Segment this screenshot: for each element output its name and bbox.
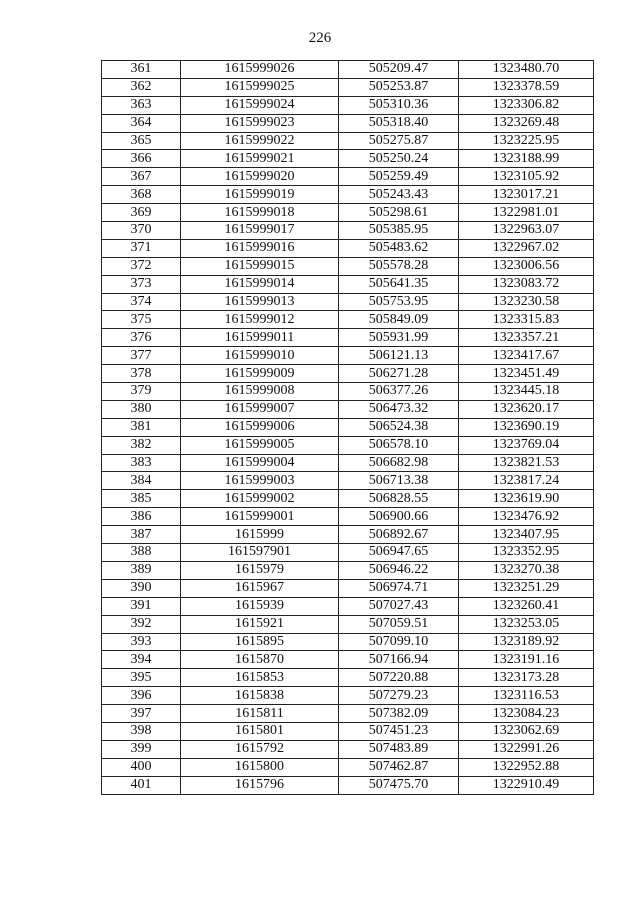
row-number-cell: 365 <box>102 132 181 150</box>
table-row <box>102 365 594 383</box>
table-row <box>102 293 594 311</box>
row-number-cell: 363 <box>102 96 181 114</box>
point-id-cell: 1615921 <box>181 615 339 633</box>
point-id-cell: 1615999026 <box>181 61 339 79</box>
row-number-cell: 382 <box>102 436 181 454</box>
row-number-cell: 375 <box>102 311 181 329</box>
table-row <box>102 669 594 687</box>
table-row <box>102 651 594 669</box>
point-id-cell: 1615999007 <box>181 400 339 418</box>
y-coordinate-cell: 1323189.92 <box>459 633 594 651</box>
y-coordinate-cell: 1323476.92 <box>459 508 594 526</box>
table-row <box>102 78 594 96</box>
table-row <box>102 579 594 597</box>
x-coordinate-cell: 507483.89 <box>339 740 459 758</box>
row-number-cell: 371 <box>102 239 181 257</box>
point-id-cell: 1615999024 <box>181 96 339 114</box>
y-coordinate-cell: 1323690.19 <box>459 418 594 436</box>
row-number-cell: 398 <box>102 722 181 740</box>
y-coordinate-cell: 1322967.02 <box>459 239 594 257</box>
x-coordinate-cell: 505931.99 <box>339 329 459 347</box>
row-number-cell: 394 <box>102 651 181 669</box>
point-id-cell: 1615999017 <box>181 222 339 240</box>
row-number-cell: 362 <box>102 78 181 96</box>
y-coordinate-cell: 1323357.21 <box>459 329 594 347</box>
row-number-cell: 401 <box>102 776 181 794</box>
point-id-cell: 1615979 <box>181 561 339 579</box>
table-row <box>102 61 594 79</box>
table-row <box>102 186 594 204</box>
y-coordinate-cell: 1323251.29 <box>459 579 594 597</box>
table-row <box>102 275 594 293</box>
y-coordinate-cell: 1323225.95 <box>459 132 594 150</box>
x-coordinate-cell: 507279.23 <box>339 687 459 705</box>
y-coordinate-cell: 1322963.07 <box>459 222 594 240</box>
table-row <box>102 508 594 526</box>
x-coordinate-cell: 505253.87 <box>339 78 459 96</box>
row-number-cell: 380 <box>102 400 181 418</box>
y-coordinate-cell: 1323619.90 <box>459 490 594 508</box>
row-number-cell: 388 <box>102 544 181 562</box>
row-number-cell: 373 <box>102 275 181 293</box>
table-row <box>102 311 594 329</box>
page-number: 226 <box>308 30 332 46</box>
table-row <box>102 758 594 776</box>
x-coordinate-cell: 506682.98 <box>339 454 459 472</box>
row-number-cell: 386 <box>102 508 181 526</box>
table-row <box>102 204 594 222</box>
point-id-cell: 161597901 <box>181 544 339 562</box>
x-coordinate-cell: 505385.95 <box>339 222 459 240</box>
point-id-cell: 1615999025 <box>181 78 339 96</box>
y-coordinate-cell: 1323445.18 <box>459 383 594 401</box>
x-coordinate-cell: 506473.32 <box>339 400 459 418</box>
x-coordinate-cell: 506947.65 <box>339 544 459 562</box>
y-coordinate-cell: 1322981.01 <box>459 204 594 222</box>
y-coordinate-cell: 1323188.99 <box>459 150 594 168</box>
y-coordinate-cell: 1323480.70 <box>459 61 594 79</box>
x-coordinate-cell: 505275.87 <box>339 132 459 150</box>
table-row <box>102 615 594 633</box>
table-row <box>102 722 594 740</box>
y-coordinate-cell: 1322991.26 <box>459 740 594 758</box>
row-number-cell: 396 <box>102 687 181 705</box>
point-id-cell: 1615999004 <box>181 454 339 472</box>
y-coordinate-cell: 1323817.24 <box>459 472 594 490</box>
row-number-cell: 364 <box>102 114 181 132</box>
y-coordinate-cell: 1323191.16 <box>459 651 594 669</box>
row-number-cell: 387 <box>102 526 181 544</box>
row-number-cell: 369 <box>102 204 181 222</box>
y-coordinate-cell: 1323306.82 <box>459 96 594 114</box>
point-id-cell: 1615999018 <box>181 204 339 222</box>
x-coordinate-cell: 505578.28 <box>339 257 459 275</box>
point-id-cell: 1615999008 <box>181 383 339 401</box>
row-number-cell: 385 <box>102 490 181 508</box>
x-coordinate-cell: 505641.35 <box>339 275 459 293</box>
x-coordinate-cell: 507166.94 <box>339 651 459 669</box>
row-number-cell: 395 <box>102 669 181 687</box>
table-row <box>102 597 594 615</box>
point-id-cell: 1615999005 <box>181 436 339 454</box>
table-row <box>102 776 594 794</box>
x-coordinate-cell: 505753.95 <box>339 293 459 311</box>
x-coordinate-cell: 506578.10 <box>339 436 459 454</box>
row-number-cell: 366 <box>102 150 181 168</box>
table-row <box>102 418 594 436</box>
x-coordinate-cell: 507059.51 <box>339 615 459 633</box>
table-row <box>102 168 594 186</box>
row-number-cell: 374 <box>102 293 181 311</box>
y-coordinate-cell: 1323006.56 <box>459 257 594 275</box>
table-row <box>102 150 594 168</box>
table-row <box>102 472 594 490</box>
y-coordinate-cell: 1323017.21 <box>459 186 594 204</box>
table-row <box>102 436 594 454</box>
x-coordinate-cell: 506946.22 <box>339 561 459 579</box>
point-id-cell: 1615999015 <box>181 257 339 275</box>
table-row <box>102 347 594 365</box>
x-coordinate-cell: 505259.49 <box>339 168 459 186</box>
x-coordinate-cell: 505250.24 <box>339 150 459 168</box>
x-coordinate-cell: 507462.87 <box>339 758 459 776</box>
table-row <box>102 400 594 418</box>
row-number-cell: 376 <box>102 329 181 347</box>
x-coordinate-cell: 507382.09 <box>339 705 459 723</box>
point-id-cell: 1615999021 <box>181 150 339 168</box>
coordinates-table <box>101 60 594 795</box>
point-id-cell: 1615895 <box>181 633 339 651</box>
point-id-cell: 1615999022 <box>181 132 339 150</box>
table-row <box>102 526 594 544</box>
y-coordinate-cell: 1323417.67 <box>459 347 594 365</box>
point-id-cell: 1615801 <box>181 722 339 740</box>
row-number-cell: 397 <box>102 705 181 723</box>
x-coordinate-cell: 506974.71 <box>339 579 459 597</box>
point-id-cell: 1615853 <box>181 669 339 687</box>
row-number-cell: 379 <box>102 383 181 401</box>
row-number-cell: 381 <box>102 418 181 436</box>
point-id-cell: 1615999010 <box>181 347 339 365</box>
row-number-cell: 377 <box>102 347 181 365</box>
y-coordinate-cell: 1323269.48 <box>459 114 594 132</box>
table-row <box>102 740 594 758</box>
point-id-cell: 1615999001 <box>181 508 339 526</box>
point-id-cell: 1615800 <box>181 758 339 776</box>
point-id-cell: 1615999019 <box>181 186 339 204</box>
table-row <box>102 222 594 240</box>
row-number-cell: 368 <box>102 186 181 204</box>
table-row <box>102 132 594 150</box>
table-row <box>102 329 594 347</box>
table-row <box>102 490 594 508</box>
row-number-cell: 361 <box>102 61 181 79</box>
y-coordinate-cell: 1323083.72 <box>459 275 594 293</box>
row-number-cell: 399 <box>102 740 181 758</box>
row-number-cell: 383 <box>102 454 181 472</box>
table-row <box>102 687 594 705</box>
point-id-cell: 1615999016 <box>181 239 339 257</box>
table-row <box>102 239 594 257</box>
y-coordinate-cell: 1323315.83 <box>459 311 594 329</box>
x-coordinate-cell: 506121.13 <box>339 347 459 365</box>
point-id-cell: 1615838 <box>181 687 339 705</box>
x-coordinate-cell: 507451.23 <box>339 722 459 740</box>
x-coordinate-cell: 505243.43 <box>339 186 459 204</box>
y-coordinate-cell: 1323821.53 <box>459 454 594 472</box>
row-number-cell: 367 <box>102 168 181 186</box>
x-coordinate-cell: 506713.38 <box>339 472 459 490</box>
y-coordinate-cell: 1323173.28 <box>459 669 594 687</box>
table-row <box>102 383 594 401</box>
x-coordinate-cell: 505209.47 <box>339 61 459 79</box>
row-number-cell: 400 <box>102 758 181 776</box>
table-row <box>102 257 594 275</box>
x-coordinate-cell: 507475.70 <box>339 776 459 794</box>
y-coordinate-cell: 1323116.53 <box>459 687 594 705</box>
table-row <box>102 544 594 562</box>
x-coordinate-cell: 506377.26 <box>339 383 459 401</box>
row-number-cell: 378 <box>102 365 181 383</box>
point-id-cell: 1615999012 <box>181 311 339 329</box>
row-number-cell: 392 <box>102 615 181 633</box>
point-id-cell: 1615999 <box>181 526 339 544</box>
x-coordinate-cell: 506524.38 <box>339 418 459 436</box>
point-id-cell: 1615999006 <box>181 418 339 436</box>
point-id-cell: 1615796 <box>181 776 339 794</box>
x-coordinate-cell: 505298.61 <box>339 204 459 222</box>
row-number-cell: 389 <box>102 561 181 579</box>
point-id-cell: 1615939 <box>181 597 339 615</box>
y-coordinate-cell: 1323062.69 <box>459 722 594 740</box>
row-number-cell: 384 <box>102 472 181 490</box>
point-id-cell: 1615999013 <box>181 293 339 311</box>
table-row <box>102 561 594 579</box>
table-row <box>102 454 594 472</box>
table-row <box>102 633 594 651</box>
coordinates-table-body <box>102 61 594 795</box>
row-number-cell: 372 <box>102 257 181 275</box>
table-row <box>102 96 594 114</box>
x-coordinate-cell: 506828.55 <box>339 490 459 508</box>
y-coordinate-cell: 1323260.41 <box>459 597 594 615</box>
y-coordinate-cell: 1323769.04 <box>459 436 594 454</box>
y-coordinate-cell: 1322952.88 <box>459 758 594 776</box>
point-id-cell: 1615999023 <box>181 114 339 132</box>
x-coordinate-cell: 505318.40 <box>339 114 459 132</box>
y-coordinate-cell: 1323378.59 <box>459 78 594 96</box>
y-coordinate-cell: 1323105.92 <box>459 168 594 186</box>
y-coordinate-cell: 1322910.49 <box>459 776 594 794</box>
point-id-cell: 1615792 <box>181 740 339 758</box>
x-coordinate-cell: 507027.43 <box>339 597 459 615</box>
y-coordinate-cell: 1323451.49 <box>459 365 594 383</box>
row-number-cell: 390 <box>102 579 181 597</box>
point-id-cell: 1615999009 <box>181 365 339 383</box>
x-coordinate-cell: 505483.62 <box>339 239 459 257</box>
row-number-cell: 391 <box>102 597 181 615</box>
x-coordinate-cell: 506900.66 <box>339 508 459 526</box>
y-coordinate-cell: 1323620.17 <box>459 400 594 418</box>
x-coordinate-cell: 506271.28 <box>339 365 459 383</box>
y-coordinate-cell: 1323270.38 <box>459 561 594 579</box>
x-coordinate-cell: 507099.10 <box>339 633 459 651</box>
y-coordinate-cell: 1323253.05 <box>459 615 594 633</box>
x-coordinate-cell: 505849.09 <box>339 311 459 329</box>
y-coordinate-cell: 1323230.58 <box>459 293 594 311</box>
point-id-cell: 1615999014 <box>181 275 339 293</box>
row-number-cell: 370 <box>102 222 181 240</box>
x-coordinate-cell: 506892.67 <box>339 526 459 544</box>
y-coordinate-cell: 1323352.95 <box>459 544 594 562</box>
point-id-cell: 1615999011 <box>181 329 339 347</box>
point-id-cell: 1615999003 <box>181 472 339 490</box>
y-coordinate-cell: 1323084.23 <box>459 705 594 723</box>
point-id-cell: 1615870 <box>181 651 339 669</box>
x-coordinate-cell: 505310.36 <box>339 96 459 114</box>
point-id-cell: 1615967 <box>181 579 339 597</box>
x-coordinate-cell: 507220.88 <box>339 669 459 687</box>
point-id-cell: 1615811 <box>181 705 339 723</box>
table-row <box>102 705 594 723</box>
y-coordinate-cell: 1323407.95 <box>459 526 594 544</box>
table-row <box>102 114 594 132</box>
point-id-cell: 1615999002 <box>181 490 339 508</box>
row-number-cell: 393 <box>102 633 181 651</box>
point-id-cell: 1615999020 <box>181 168 339 186</box>
